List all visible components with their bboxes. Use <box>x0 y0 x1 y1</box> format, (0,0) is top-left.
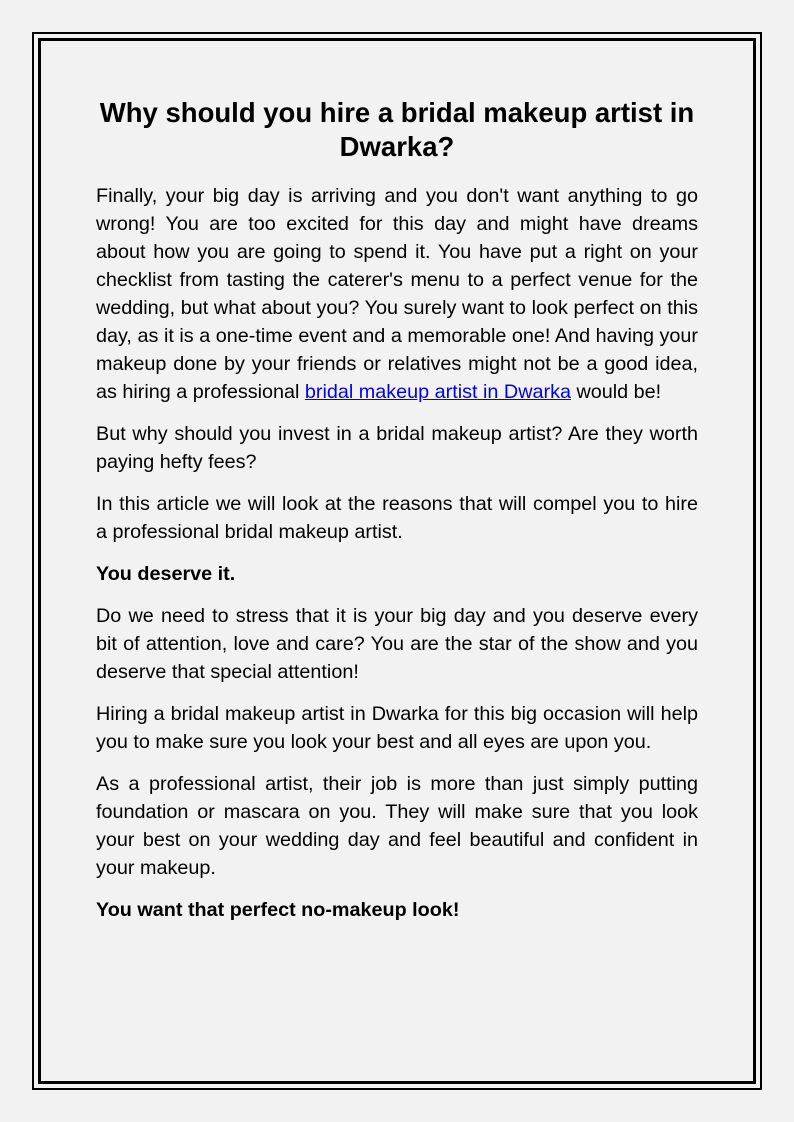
paragraph-invest: But why should you invest in a bridal makeup artist? Are they worth paying hefty fees? <box>96 423 698 473</box>
paragraph-star-of-show: Do we need to stress that it is your big day and you deserve every bit of attention, love and care? You are the star of the show and you deserve that special attention! <box>96 605 698 683</box>
section-heading-no-makeup-look: You want that perfect no-makeup look! <box>96 899 460 921</box>
intro-text: Finally, your big day is arriving and you don't want anything to go wrong! You are too excited for this day and might have dreams about how you are going to spend it. You have put a right on your checklist from tasting the caterer's menu to a perfect venue for the wedding, but what about you? You surely want to look perfect on this day, as it is a one-time event and a memorable one! And having your makeup done by your friends or relatives might not be a good idea, as hiring a professional <box>96 185 698 403</box>
section-heading-deserve: You deserve it. <box>96 563 236 585</box>
bridal-makeup-artist-link[interactable]: bridal makeup artist in Dwarka <box>304 381 571 403</box>
intro-paragraph <box>96 182 698 406</box>
document-title: Why should you hire a bridal makeup artist in Dwarka? <box>99 97 695 162</box>
paragraph-hiring: Hiring a bridal makeup artist in Dwarka for this big occasion will help you to make sure you look your best and all eyes are upon you. <box>96 703 698 753</box>
document-body <box>96 96 698 938</box>
intro-text-end: would be! <box>570 381 662 403</box>
paragraph-professional-job: As a professional artist, their job is more than just simply putting foundation or mascara on you. They will make sure that you look your best on your wedding day and feel beautiful and confident in your makeup. <box>96 773 698 879</box>
paragraph-article-intro: In this article we will look at the reasons that will compel you to hire a professional bridal makeup artist. <box>96 493 698 543</box>
